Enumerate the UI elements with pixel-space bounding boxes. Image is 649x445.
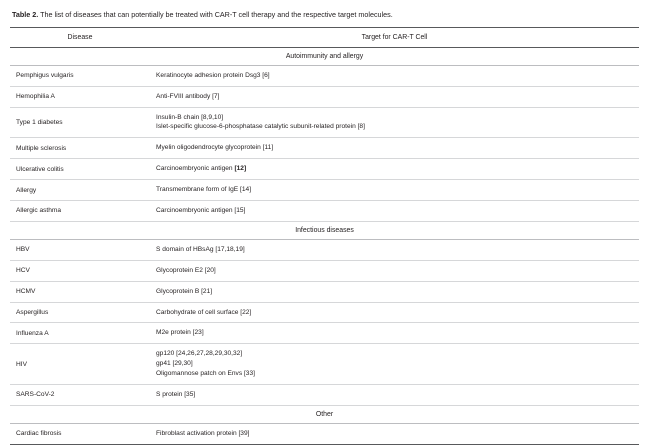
column-header-disease: Disease bbox=[10, 27, 150, 47]
table-row bbox=[10, 260, 639, 281]
disease-name: Multiple sclerosis bbox=[10, 138, 150, 159]
section-title-infectious: Infectious diseases bbox=[10, 221, 639, 239]
section-title-other: Other bbox=[10, 405, 639, 423]
target-molecule bbox=[150, 138, 639, 159]
table-row bbox=[10, 107, 639, 138]
target-line: Keratinocyte adhesion protein Dsg3 [6] bbox=[156, 71, 270, 79]
target-line: Myelin oligodendrocyte glycoprotein [11] bbox=[156, 144, 274, 152]
disease-name: Aspergillus bbox=[10, 302, 150, 323]
target-line: Glycoprotein E2 [20] bbox=[156, 266, 216, 274]
target-line: S protein [35] bbox=[156, 390, 196, 398]
target-molecule bbox=[150, 86, 639, 107]
disease-name: Ulcerative colitis bbox=[10, 159, 150, 180]
target-line: Anti-FVIII antibody [7] bbox=[156, 92, 220, 100]
table-row bbox=[10, 180, 639, 201]
target-line: M2e protein [23] bbox=[156, 329, 204, 337]
disease-name: Hemophilia A bbox=[10, 86, 150, 107]
target-molecule bbox=[150, 423, 639, 444]
target-molecule bbox=[150, 65, 639, 86]
caption-text: The list of diseases that can potentially be treated with CAR-T cell therapy and the respective target molecules. bbox=[38, 10, 393, 19]
reference-link[interactable]: [12] bbox=[234, 165, 247, 173]
disease-name: HCV bbox=[10, 260, 150, 281]
target-molecule bbox=[150, 281, 639, 302]
section-header-row bbox=[10, 405, 639, 423]
section-header-row bbox=[10, 47, 639, 65]
disease-name: HCMV bbox=[10, 281, 150, 302]
target-molecule bbox=[150, 384, 639, 405]
target-line: Transmembrane form of IgE [14] bbox=[156, 186, 252, 194]
target-molecule bbox=[150, 323, 639, 344]
table-caption bbox=[12, 10, 639, 20]
target-line: Carcinoembryonic antigen [12] bbox=[156, 165, 247, 173]
target-line: Carbohydrate of cell surface [22] bbox=[156, 308, 252, 316]
target-molecule bbox=[150, 200, 639, 221]
disease-name: HBV bbox=[10, 239, 150, 260]
target-line: gp120 [24,26,27,28,29,30,32] bbox=[156, 350, 243, 358]
table-row bbox=[10, 281, 639, 302]
table-row bbox=[10, 65, 639, 86]
disease-target-table bbox=[10, 27, 639, 445]
table-row bbox=[10, 159, 639, 180]
disease-name: HIV bbox=[10, 344, 150, 385]
target-line: Oligomannose patch on Envs [33] bbox=[156, 370, 255, 378]
table-row bbox=[10, 323, 639, 344]
target-line: Glycoprotein B [21] bbox=[156, 287, 213, 295]
target-line: Islet-specific glucose-6-phosphatase catalytic subunit-related protein [8] bbox=[156, 123, 365, 131]
table-header-row bbox=[10, 27, 639, 47]
section-title-autoimmunity: Autoimmunity and allergy bbox=[10, 47, 639, 65]
target-line: Fibroblast activation protein [39] bbox=[156, 429, 250, 437]
column-header-target: Target for CAR-T Cell bbox=[150, 27, 639, 47]
disease-name: Influenza A bbox=[10, 323, 150, 344]
caption-label: Table 2. bbox=[12, 10, 39, 19]
table-row bbox=[10, 86, 639, 107]
target-molecule bbox=[150, 344, 639, 385]
table-row bbox=[10, 344, 639, 385]
target-line: S domain of HBsAg [17,18,19] bbox=[156, 245, 245, 253]
disease-name: Allergic asthma bbox=[10, 200, 150, 221]
table-row bbox=[10, 239, 639, 260]
target-molecule bbox=[150, 260, 639, 281]
target-molecule bbox=[150, 180, 639, 201]
target-line: Carcinoembryonic antigen [15] bbox=[156, 206, 246, 214]
target-molecule bbox=[150, 302, 639, 323]
disease-name: Pemphigus vulgaris bbox=[10, 65, 150, 86]
table-row bbox=[10, 138, 639, 159]
disease-name: SARS-CoV-2 bbox=[10, 384, 150, 405]
table-row bbox=[10, 302, 639, 323]
table-row bbox=[10, 384, 639, 405]
target-molecule bbox=[150, 107, 639, 138]
disease-name: Type 1 diabetes bbox=[10, 107, 150, 138]
disease-name: Cardiac fibrosis bbox=[10, 423, 150, 444]
target-molecule bbox=[150, 239, 639, 260]
table-row bbox=[10, 423, 639, 444]
disease-name: Allergy bbox=[10, 180, 150, 201]
target-line: gp41 [29,30] bbox=[156, 360, 193, 368]
section-header-row bbox=[10, 221, 639, 239]
table-row bbox=[10, 200, 639, 221]
target-line: Insulin-B chain [8,9,10] bbox=[156, 113, 224, 121]
target-molecule bbox=[150, 159, 639, 180]
